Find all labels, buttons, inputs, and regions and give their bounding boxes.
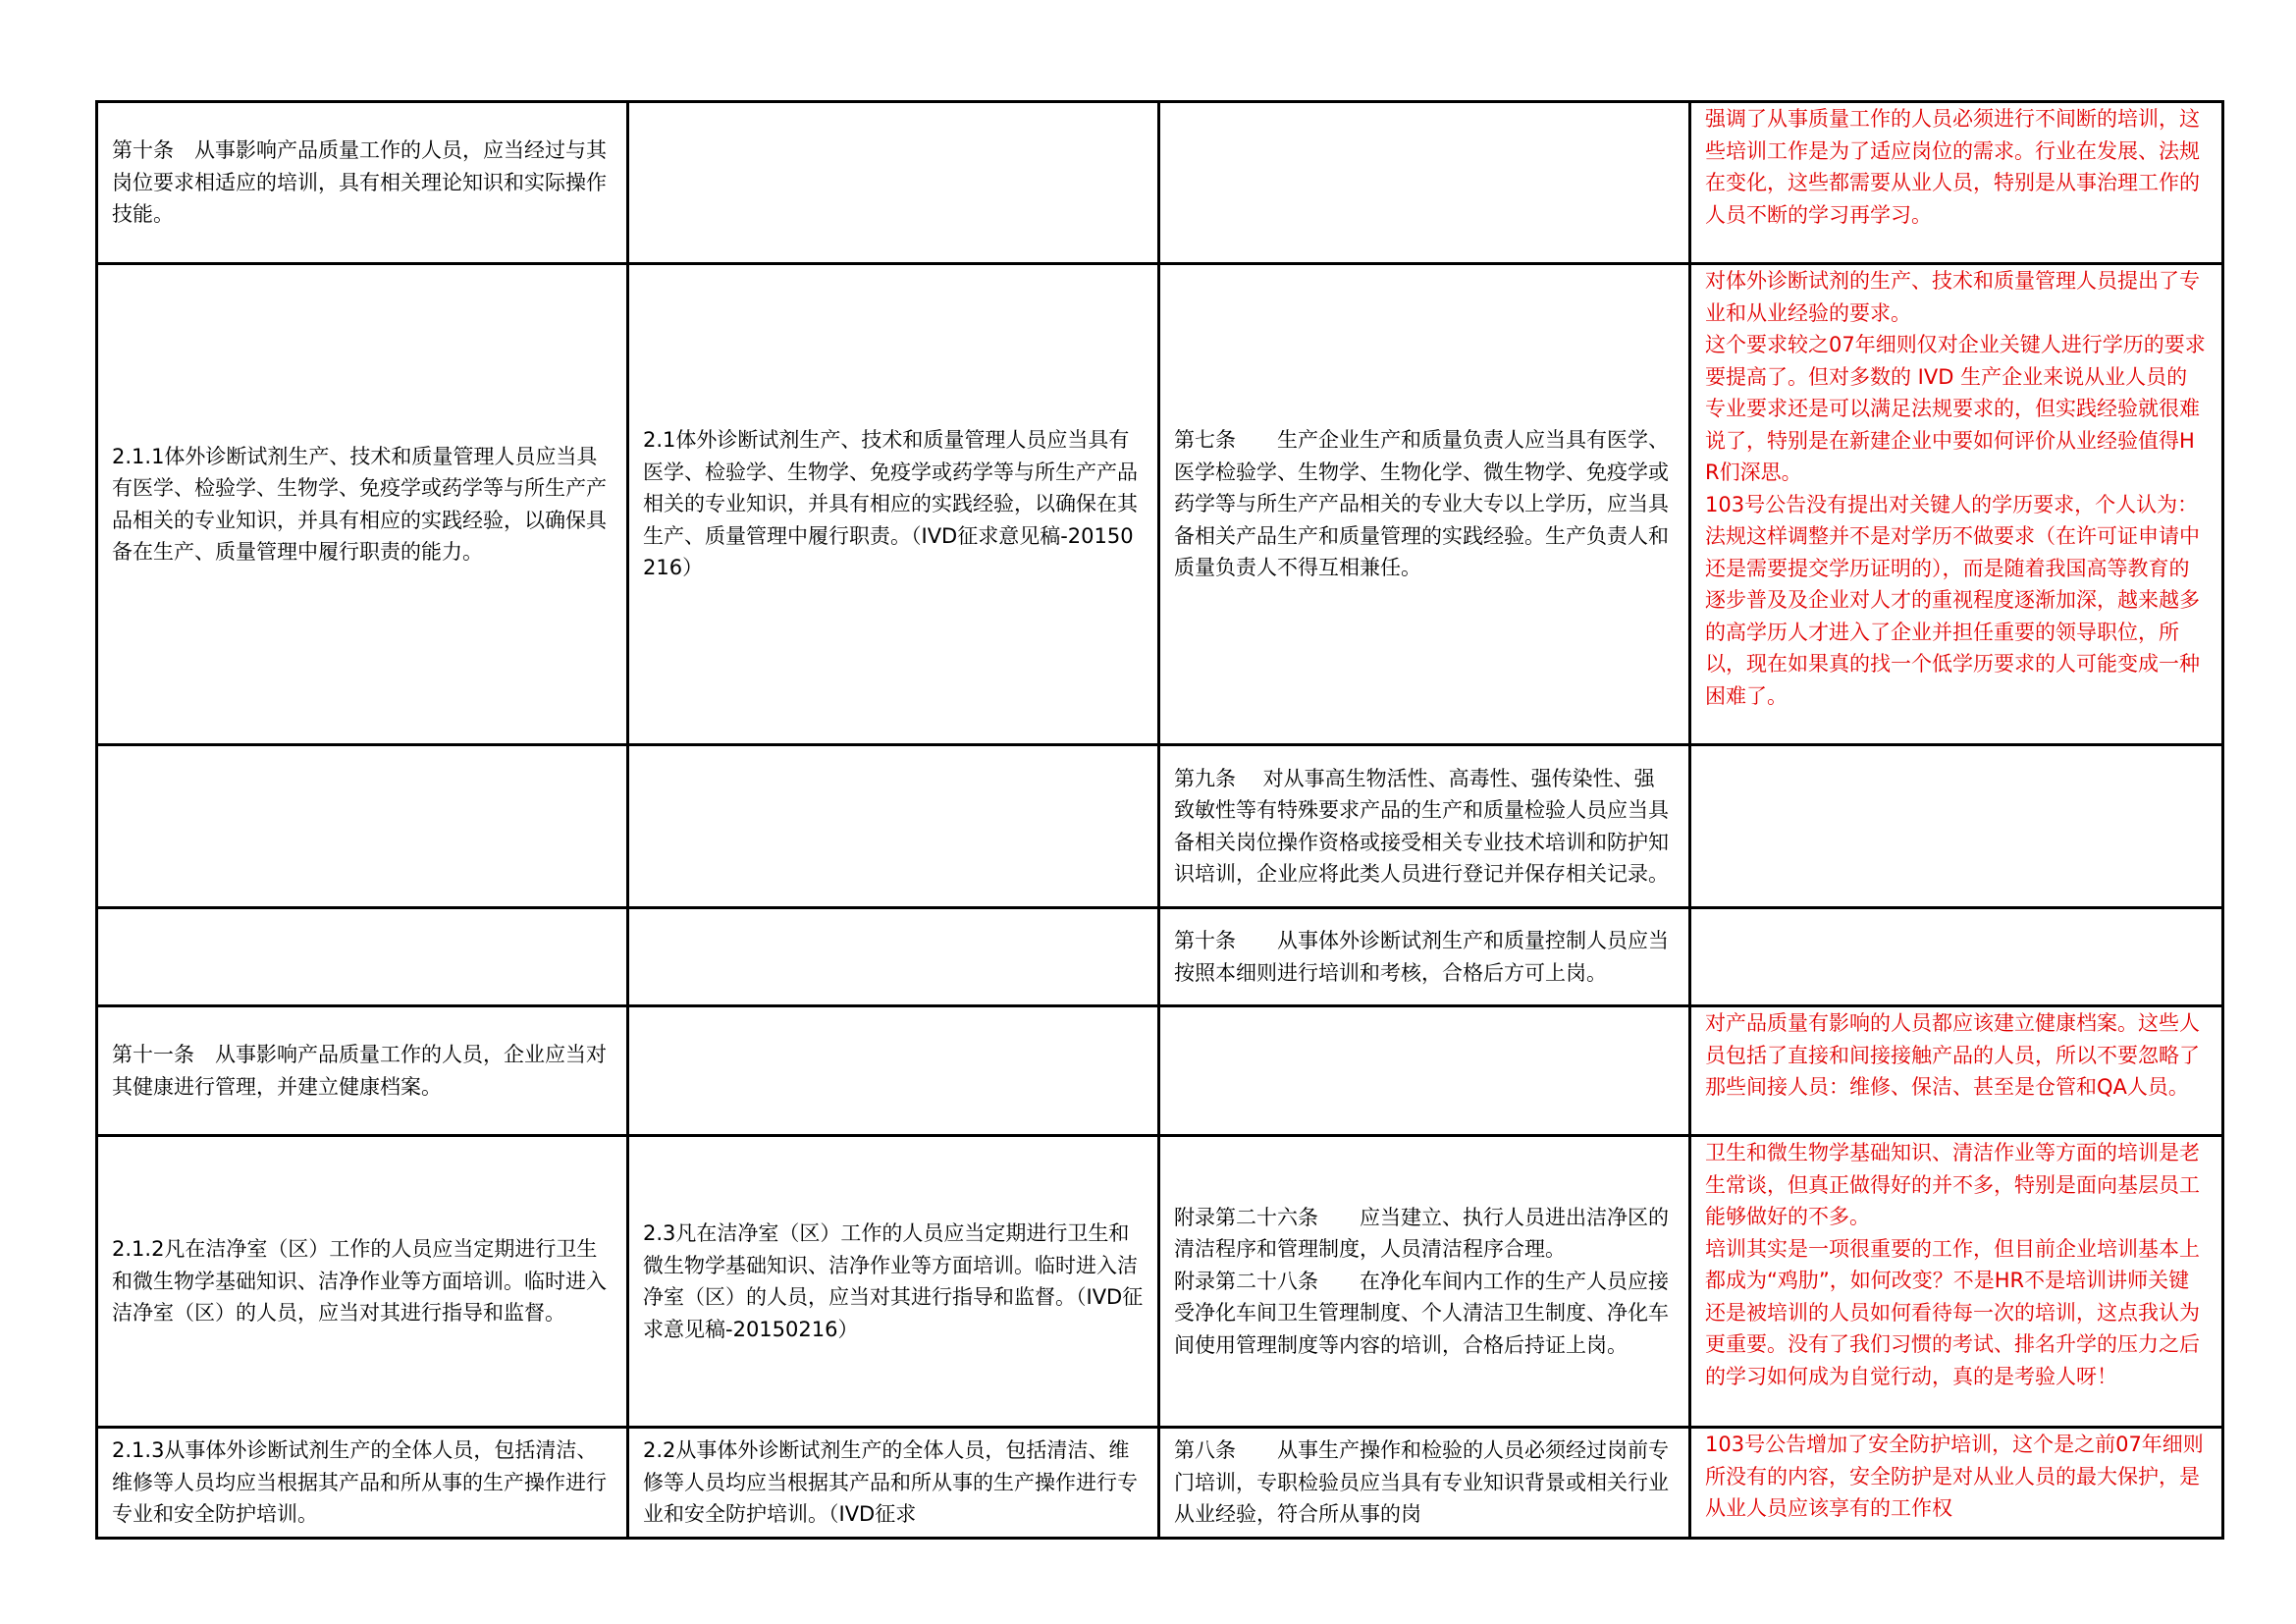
- table-cell-col1: [97, 1006, 628, 1136]
- cell-text: 第八条 从事生产操作和检验的人员必须经过岗前专门培训，专职检验员应当具有专业知识背景或相关行业从业经验，符合所从事的岗: [1174, 1438, 1669, 1526]
- comment-text: 卫生和微生物学基础知识、清洁作业等方面的培训是老生常谈，但真正做得好的并不多，特别是面向基层员工能够做好的不多。 培训其实是一项很重要的工作，但目前企业培训基本上都成为“鸡肋”，如何改变？不是HR不是培训讲师关键还是被培训的人员如何看待每一次的培训，这点我认为更重要。没有了我们习惯的考试、排名升学的压力之后的学习如何成为自觉行动，真的是考验人呀！: [1705, 1141, 2200, 1388]
- table-cell-col3: [1159, 1428, 1690, 1539]
- table-cell-comment: [1690, 264, 2223, 745]
- cell-text: 第九条 对从事高生物活性、高毒性、强传染性、强致敏性等有特殊要求产品的生产和质量检验人员应当具备相关岗位操作资格或接受相关专业技术培训和防护知识培训，企业应将此类人员进行登记并保存相关记录。: [1174, 766, 1669, 886]
- comment-text: 对产品质量有影响的人员都应该建立健康档案。这些人员包括了直接和间接接触产品的人员，所以不要忽略了那些间接人员：维修、保洁、甚至是仓管和QA人员。: [1705, 1011, 2200, 1099]
- table-cell-col2: [628, 745, 1159, 908]
- table-cell-comment: [1690, 1136, 2223, 1428]
- table-cell-col3: [1159, 745, 1690, 908]
- table-cell-col3: [1159, 102, 1690, 264]
- cell-text: 2.2从事体外诊断试剂生产的全体人员，包括清洁、维修等人员均应当根据其产品和所从事的生产操作进行专业和安全防护培训。（IVD征求: [643, 1438, 1138, 1526]
- comment-text: 对体外诊断试剂的生产、技术和质量管理人员提出了专业和从业经验的要求。 这个要求较之07年细则仅对企业关键人进行学历的要求要提高了。但对多数的 IVD 生产企业来说从业人员的专业要求还是可以满足法规要求的，但实践经验就很难说了，特别是在新建企业中要如何评价从业经验值得HR们深思。 103号公告没有提出对关键人的学历要求，个人认为：法规这样调整并不是对学历不做要求（在许可证申请中还是需要提交学历证明的），而是随着我国高等教育的逐步普及及企业对人才的重视程度逐渐加深，越来越多的高学历人才进入了企业并担任重要的领导职位，所以，现在如果真的找一个低学历要求的人可能变成一种困难了。: [1705, 269, 2206, 708]
- table-cell-col3: [1159, 908, 1690, 1006]
- table-cell-col3: [1159, 1136, 1690, 1428]
- cell-text: 第十一条 从事影响产品质量工作的人员，企业应当对其健康进行管理，并建立健康档案。: [112, 1043, 607, 1099]
- cell-text: 2.1.2凡在洁净室（区）工作的人员应当定期进行卫生和微生物学基础知识、洁净作业等方面培训。临时进入洁净室（区）的人员，应当对其进行指导和监督。: [112, 1237, 607, 1326]
- cell-text: 2.1.1体外诊断试剂生产、技术和质量管理人员应当具有医学、检验学、生物学、免疫学或药学等与所生产产品相关的专业知识，并具有相应的实践经验，以确保具备在生产、质量管理中履行职责的能力。: [112, 444, 607, 564]
- table-cell-comment: [1690, 908, 2223, 1006]
- table-cell-col2: [628, 102, 1159, 264]
- table-row: [97, 1428, 2223, 1539]
- table-cell-comment: [1690, 745, 2223, 908]
- comment-text: 103号公告增加了安全防护培训，这个是之前07年细则所没有的内容，安全防护是对从业人员的最大保护，是从业人员应该享有的工作权: [1705, 1433, 2204, 1520]
- table-cell-col2: [628, 264, 1159, 745]
- table-cell-comment: [1690, 1428, 2223, 1539]
- comparison-table: [95, 100, 2224, 1540]
- table-cell-col1: [97, 1428, 628, 1539]
- table-cell-col1: [97, 908, 628, 1006]
- table-row: [97, 264, 2223, 745]
- comment-text: 强调了从事质量工作的人员必须进行不间断的培训，这些培训工作是为了适应岗位的需求。行业在发展、法规在变化，这些都需要从业人员，特别是从事治理工作的人员不断的学习再学习。: [1705, 107, 2200, 227]
- cell-text: 第十条 从事体外诊断试剂生产和质量控制人员应当按照本细则进行培训和考核，合格后方可上岗。: [1174, 929, 1669, 985]
- cell-text: 第十条 从事影响产品质量工作的人员，应当经过与其岗位要求相适应的培训，具有相关理论知识和实际操作技能。: [112, 138, 607, 227]
- table-row: [97, 908, 2223, 1006]
- table-cell-col1: [97, 264, 628, 745]
- table-cell-col2: [628, 908, 1159, 1006]
- table-cell-col3: [1159, 1006, 1690, 1136]
- cell-text: 附录第二十六条 应当建立、执行人员进出洁净区的清洁程序和管理制度，人员清洁程序合理。 附录第二十八条 在净化车间内工作的生产人员应接受净化车间卫生管理制度、个人清洁卫生制度、净化车间使用管理制度等内容的培训，合格后持证上岗。: [1174, 1205, 1669, 1357]
- cell-text: 2.3凡在洁净室（区）工作的人员应当定期进行卫生和微生物学基础知识、洁净作业等方面培训。临时进入洁净室（区）的人员，应当对其进行指导和监督。（IVD征求意见稿-20150216）: [643, 1221, 1144, 1341]
- table-cell-comment: [1690, 102, 2223, 264]
- table-row: [97, 1006, 2223, 1136]
- table-cell-col3: [1159, 264, 1690, 745]
- table-cell-col1: [97, 1136, 628, 1428]
- table-row: [97, 102, 2223, 264]
- table-cell-col2: [628, 1428, 1159, 1539]
- cell-text: 第七条 生产企业生产和质量负责人应当具有医学、医学检验学、生物学、生物化学、微生物学、免疫学或药学等与所生产产品相关的专业大专以上学历，应当具备相关产品生产和质量管理的实践经验。生产负责人和质量负责人不得互相兼任。: [1174, 428, 1669, 580]
- table-cell-col1: [97, 102, 628, 264]
- table-cell-comment: [1690, 1006, 2223, 1136]
- table-cell-col2: [628, 1006, 1159, 1136]
- table-cell-col2: [628, 1136, 1159, 1428]
- table-row: [97, 1136, 2223, 1428]
- cell-text: 2.1.3从事体外诊断试剂生产的全体人员，包括清洁、维修等人员均应当根据其产品和所从事的生产操作进行专业和安全防护培训。: [112, 1438, 607, 1526]
- table-cell-col1: [97, 745, 628, 908]
- table-row: [97, 745, 2223, 908]
- cell-text: 2.1体外诊断试剂生产、技术和质量管理人员应当具有医学、检验学、生物学、免疫学或药学等与所生产产品相关的专业知识，并具有相应的实践经验，以确保在其生产、质量管理中履行职责。（IVD征求意见稿-20150216）: [643, 428, 1138, 580]
